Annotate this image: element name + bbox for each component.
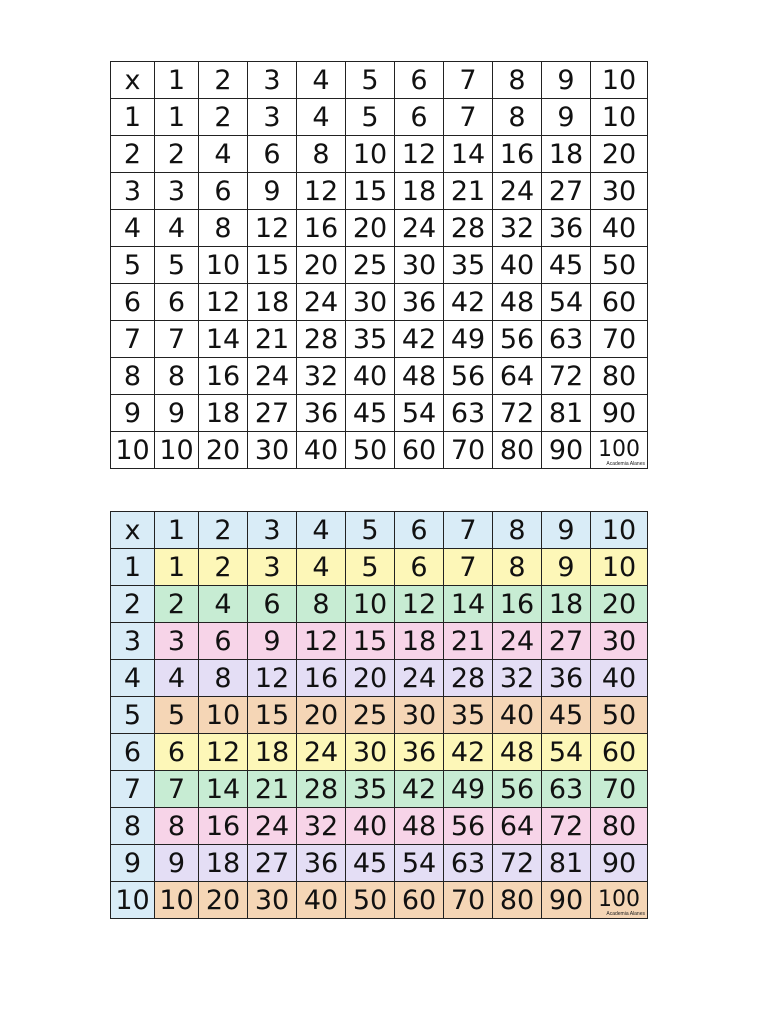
product-cell: 12 [395,136,444,173]
product-cell: 12 [248,660,297,697]
column-header-cell: 8 [493,512,542,549]
multiplication-table-colored [110,511,648,919]
product-cell: 24 [248,808,297,845]
product-cell: 6 [248,586,297,623]
row-header-cell: 8 [111,808,155,845]
product-cell: 15 [346,623,395,660]
product-cell: 3 [155,173,199,210]
product-cell: 8 [199,210,248,247]
product-cell: 28 [444,660,493,697]
product-cell: 4 [155,210,199,247]
row-header-cell: 6 [111,734,155,771]
product-value: 100 [598,886,640,912]
product-cell: 16 [199,808,248,845]
table-row [111,586,648,623]
product-cell: 9 [155,845,199,882]
row-header-cell: 10 [111,432,155,469]
product-cell: 6 [248,136,297,173]
product-cell: 14 [444,586,493,623]
product-cell: 30 [591,173,648,210]
product-cell: 24 [395,210,444,247]
product-cell: 81 [542,395,591,432]
column-header-cell: 7 [444,512,493,549]
product-cell: 14 [199,321,248,358]
product-cell: 30 [346,284,395,321]
product-cell: 7 [444,99,493,136]
product-cell: 50 [591,247,648,284]
product-cell: 40 [493,247,542,284]
product-cell: 8 [297,586,346,623]
product-cell: 12 [395,586,444,623]
product-cell: 2 [155,586,199,623]
header-row [111,512,648,549]
product-cell: 21 [444,173,493,210]
product-cell: 8 [199,660,248,697]
product-cell: 80 [493,882,542,919]
row-header-cell: 3 [111,173,155,210]
product-cell: 63 [444,395,493,432]
product-cell: 45 [346,845,395,882]
product-cell: 12 [199,734,248,771]
product-cell: 16 [199,358,248,395]
product-cell: 7 [155,771,199,808]
product-cell: 56 [493,771,542,808]
column-header-cell: 1 [155,512,199,549]
product-cell: 40 [346,808,395,845]
table-row [111,432,648,469]
table-row [111,808,648,845]
row-header-cell: 2 [111,136,155,173]
product-cell: 10 [199,247,248,284]
product-cell: 12 [297,173,346,210]
column-header-cell: 3 [248,62,297,99]
product-cell: 16 [493,586,542,623]
table-row [111,99,648,136]
column-header-cell: 7 [444,62,493,99]
product-cell: 64 [493,808,542,845]
product-cell: 18 [248,734,297,771]
row-header-cell: 2 [111,586,155,623]
column-header-cell: 4 [297,512,346,549]
column-header-cell: 1 [155,62,199,99]
row-header-cell: 9 [111,845,155,882]
product-cell: 42 [444,284,493,321]
product-cell: 5 [155,247,199,284]
row-header-cell: 7 [111,771,155,808]
product-cell: 63 [444,845,493,882]
product-cell: 4 [199,586,248,623]
watermark-text: Academia Alanes [606,911,645,917]
product-cell: 32 [493,660,542,697]
product-cell: 72 [542,358,591,395]
product-cell: 15 [248,247,297,284]
column-header-cell: 6 [395,512,444,549]
product-cell: 80 [493,432,542,469]
product-cell: 7 [155,321,199,358]
product-cell: 2 [199,99,248,136]
product-cell: 48 [395,358,444,395]
product-cell: 24 [248,358,297,395]
product-cell: 30 [248,882,297,919]
column-header-cell: 9 [542,512,591,549]
product-cell: 6 [199,623,248,660]
product-cell: 18 [395,173,444,210]
product-cell: 45 [542,247,591,284]
product-cell: 36 [395,284,444,321]
product-cell: 10 [155,432,199,469]
row-header-cell: 8 [111,358,155,395]
table-row [111,210,648,247]
product-cell: 42 [395,321,444,358]
product-cell: 36 [395,734,444,771]
product-cell: 20 [199,432,248,469]
product-cell: 40 [297,882,346,919]
table-row [111,660,648,697]
product-cell: 20 [199,882,248,919]
product-cell: 27 [248,845,297,882]
product-cell: 70 [444,432,493,469]
product-value: 100 [598,436,640,462]
product-cell: 1 [155,549,199,586]
product-cell: 54 [395,395,444,432]
product-cell: 9 [248,173,297,210]
product-cell: 56 [444,358,493,395]
table-body [111,62,648,469]
header-row [111,62,648,99]
product-cell: 40 [591,210,648,247]
product-cell: 54 [542,284,591,321]
column-header-cell: 2 [199,62,248,99]
product-cell: 24 [297,734,346,771]
product-cell: 16 [297,660,346,697]
table-row [111,549,648,586]
product-cell: 40 [591,660,648,697]
product-cell: 8 [297,136,346,173]
product-cell: 1 [155,99,199,136]
column-header-cell: 8 [493,62,542,99]
product-cell [591,432,648,469]
product-cell: 32 [297,808,346,845]
product-cell: 4 [199,136,248,173]
product-cell: 35 [444,697,493,734]
product-cell: 27 [542,623,591,660]
product-cell: 45 [542,697,591,734]
watermark-text: Academia Alanes [606,461,645,467]
product-cell: 18 [199,845,248,882]
product-cell: 21 [248,321,297,358]
product-cell: 5 [346,549,395,586]
product-cell: 9 [155,395,199,432]
product-cell: 42 [444,734,493,771]
multiplication-table-plain [110,61,648,469]
product-cell: 24 [297,284,346,321]
product-cell: 14 [199,771,248,808]
product-cell: 72 [493,845,542,882]
product-cell: 3 [155,623,199,660]
product-cell: 9 [248,623,297,660]
column-header-cell: 6 [395,62,444,99]
product-cell: 18 [395,623,444,660]
multiplication-symbol-cell: x [111,512,155,549]
product-cell: 18 [199,395,248,432]
product-cell: 12 [297,623,346,660]
product-cell: 27 [542,173,591,210]
product-cell: 63 [542,321,591,358]
product-cell: 8 [155,358,199,395]
table-row [111,734,648,771]
product-cell: 35 [346,321,395,358]
product-cell: 50 [346,432,395,469]
product-cell: 90 [591,395,648,432]
row-header-cell: 7 [111,321,155,358]
row-header-cell: 4 [111,210,155,247]
product-cell: 10 [155,882,199,919]
row-header-cell: 5 [111,697,155,734]
column-header-cell: 4 [297,62,346,99]
product-cell: 18 [542,136,591,173]
table-row [111,845,648,882]
product-cell: 6 [395,99,444,136]
row-header-cell: 4 [111,660,155,697]
product-cell: 16 [493,136,542,173]
row-header-cell: 1 [111,99,155,136]
row-header-cell: 5 [111,247,155,284]
product-cell: 30 [395,697,444,734]
product-cell: 81 [542,845,591,882]
product-cell: 12 [199,284,248,321]
product-cell: 18 [248,284,297,321]
product-cell: 72 [542,808,591,845]
product-cell: 60 [591,734,648,771]
product-cell: 6 [155,734,199,771]
product-cell: 64 [493,358,542,395]
product-cell: 9 [542,549,591,586]
product-cell: 25 [346,247,395,284]
product-cell: 16 [297,210,346,247]
product-cell: 20 [297,247,346,284]
product-cell: 40 [297,432,346,469]
table-row [111,395,648,432]
product-cell: 50 [591,697,648,734]
product-cell: 8 [493,549,542,586]
product-cell: 80 [591,358,648,395]
row-header-cell: 9 [111,395,155,432]
product-cell: 54 [395,845,444,882]
product-cell: 24 [493,623,542,660]
product-cell: 40 [346,358,395,395]
product-cell: 50 [346,882,395,919]
column-header-cell: 5 [346,62,395,99]
product-cell: 90 [542,432,591,469]
table-row [111,284,648,321]
product-cell: 32 [493,210,542,247]
product-cell: 20 [591,136,648,173]
column-header-cell: 3 [248,512,297,549]
product-cell [591,882,648,919]
product-cell: 35 [444,247,493,284]
product-cell: 15 [346,173,395,210]
product-cell: 48 [395,808,444,845]
product-cell: 30 [346,734,395,771]
product-cell: 20 [591,586,648,623]
product-cell: 40 [493,697,542,734]
column-header-cell: 10 [591,512,648,549]
product-cell: 49 [444,771,493,808]
product-cell: 4 [155,660,199,697]
product-cell: 36 [542,210,591,247]
product-cell: 25 [346,697,395,734]
row-header-cell: 10 [111,882,155,919]
product-cell: 70 [444,882,493,919]
product-cell: 90 [591,845,648,882]
product-cell: 70 [591,771,648,808]
product-cell: 6 [155,284,199,321]
product-cell: 54 [542,734,591,771]
product-cell: 21 [444,623,493,660]
product-cell: 20 [297,697,346,734]
product-cell: 20 [346,210,395,247]
table-row [111,697,648,734]
product-cell: 3 [248,549,297,586]
product-cell: 24 [493,173,542,210]
product-cell: 21 [248,771,297,808]
table-row [111,173,648,210]
table-body [111,512,648,919]
product-cell: 6 [199,173,248,210]
product-cell: 48 [493,284,542,321]
product-cell: 60 [395,882,444,919]
table-row [111,321,648,358]
product-cell: 60 [395,432,444,469]
product-cell: 36 [297,845,346,882]
product-cell: 49 [444,321,493,358]
product-cell: 27 [248,395,297,432]
table-row [111,882,648,919]
product-cell: 4 [297,99,346,136]
product-cell: 5 [346,99,395,136]
product-cell: 28 [297,321,346,358]
product-cell: 28 [297,771,346,808]
product-cell: 12 [248,210,297,247]
table-row [111,136,648,173]
product-cell: 45 [346,395,395,432]
product-cell: 48 [493,734,542,771]
product-cell: 70 [591,321,648,358]
column-header-cell: 10 [591,62,648,99]
product-cell: 4 [297,549,346,586]
product-cell: 80 [591,808,648,845]
product-cell: 10 [591,99,648,136]
product-cell: 90 [542,882,591,919]
row-header-cell: 1 [111,549,155,586]
product-cell: 9 [542,99,591,136]
table-row [111,771,648,808]
product-cell: 6 [395,549,444,586]
product-cell: 8 [493,99,542,136]
product-cell: 72 [493,395,542,432]
column-header-cell: 2 [199,512,248,549]
product-cell: 36 [297,395,346,432]
product-cell: 2 [155,136,199,173]
product-cell: 24 [395,660,444,697]
row-header-cell: 6 [111,284,155,321]
product-cell: 30 [248,432,297,469]
product-cell: 7 [444,549,493,586]
product-cell: 10 [199,697,248,734]
multiplication-symbol-cell: x [111,62,155,99]
product-cell: 3 [248,99,297,136]
row-header-cell: 3 [111,623,155,660]
product-cell: 8 [155,808,199,845]
product-cell: 20 [346,660,395,697]
product-cell: 10 [591,549,648,586]
table-row [111,247,648,284]
product-cell: 42 [395,771,444,808]
product-cell: 2 [199,549,248,586]
product-cell: 56 [493,321,542,358]
product-cell: 35 [346,771,395,808]
product-cell: 30 [591,623,648,660]
product-cell: 36 [542,660,591,697]
column-header-cell: 5 [346,512,395,549]
product-cell: 10 [346,586,395,623]
product-cell: 30 [395,247,444,284]
product-cell: 63 [542,771,591,808]
product-cell: 56 [444,808,493,845]
table-row [111,358,648,395]
product-cell: 15 [248,697,297,734]
product-cell: 14 [444,136,493,173]
product-cell: 18 [542,586,591,623]
table-row [111,623,648,660]
product-cell: 32 [297,358,346,395]
product-cell: 5 [155,697,199,734]
column-header-cell: 9 [542,62,591,99]
product-cell: 10 [346,136,395,173]
product-cell: 60 [591,284,648,321]
product-cell: 28 [444,210,493,247]
